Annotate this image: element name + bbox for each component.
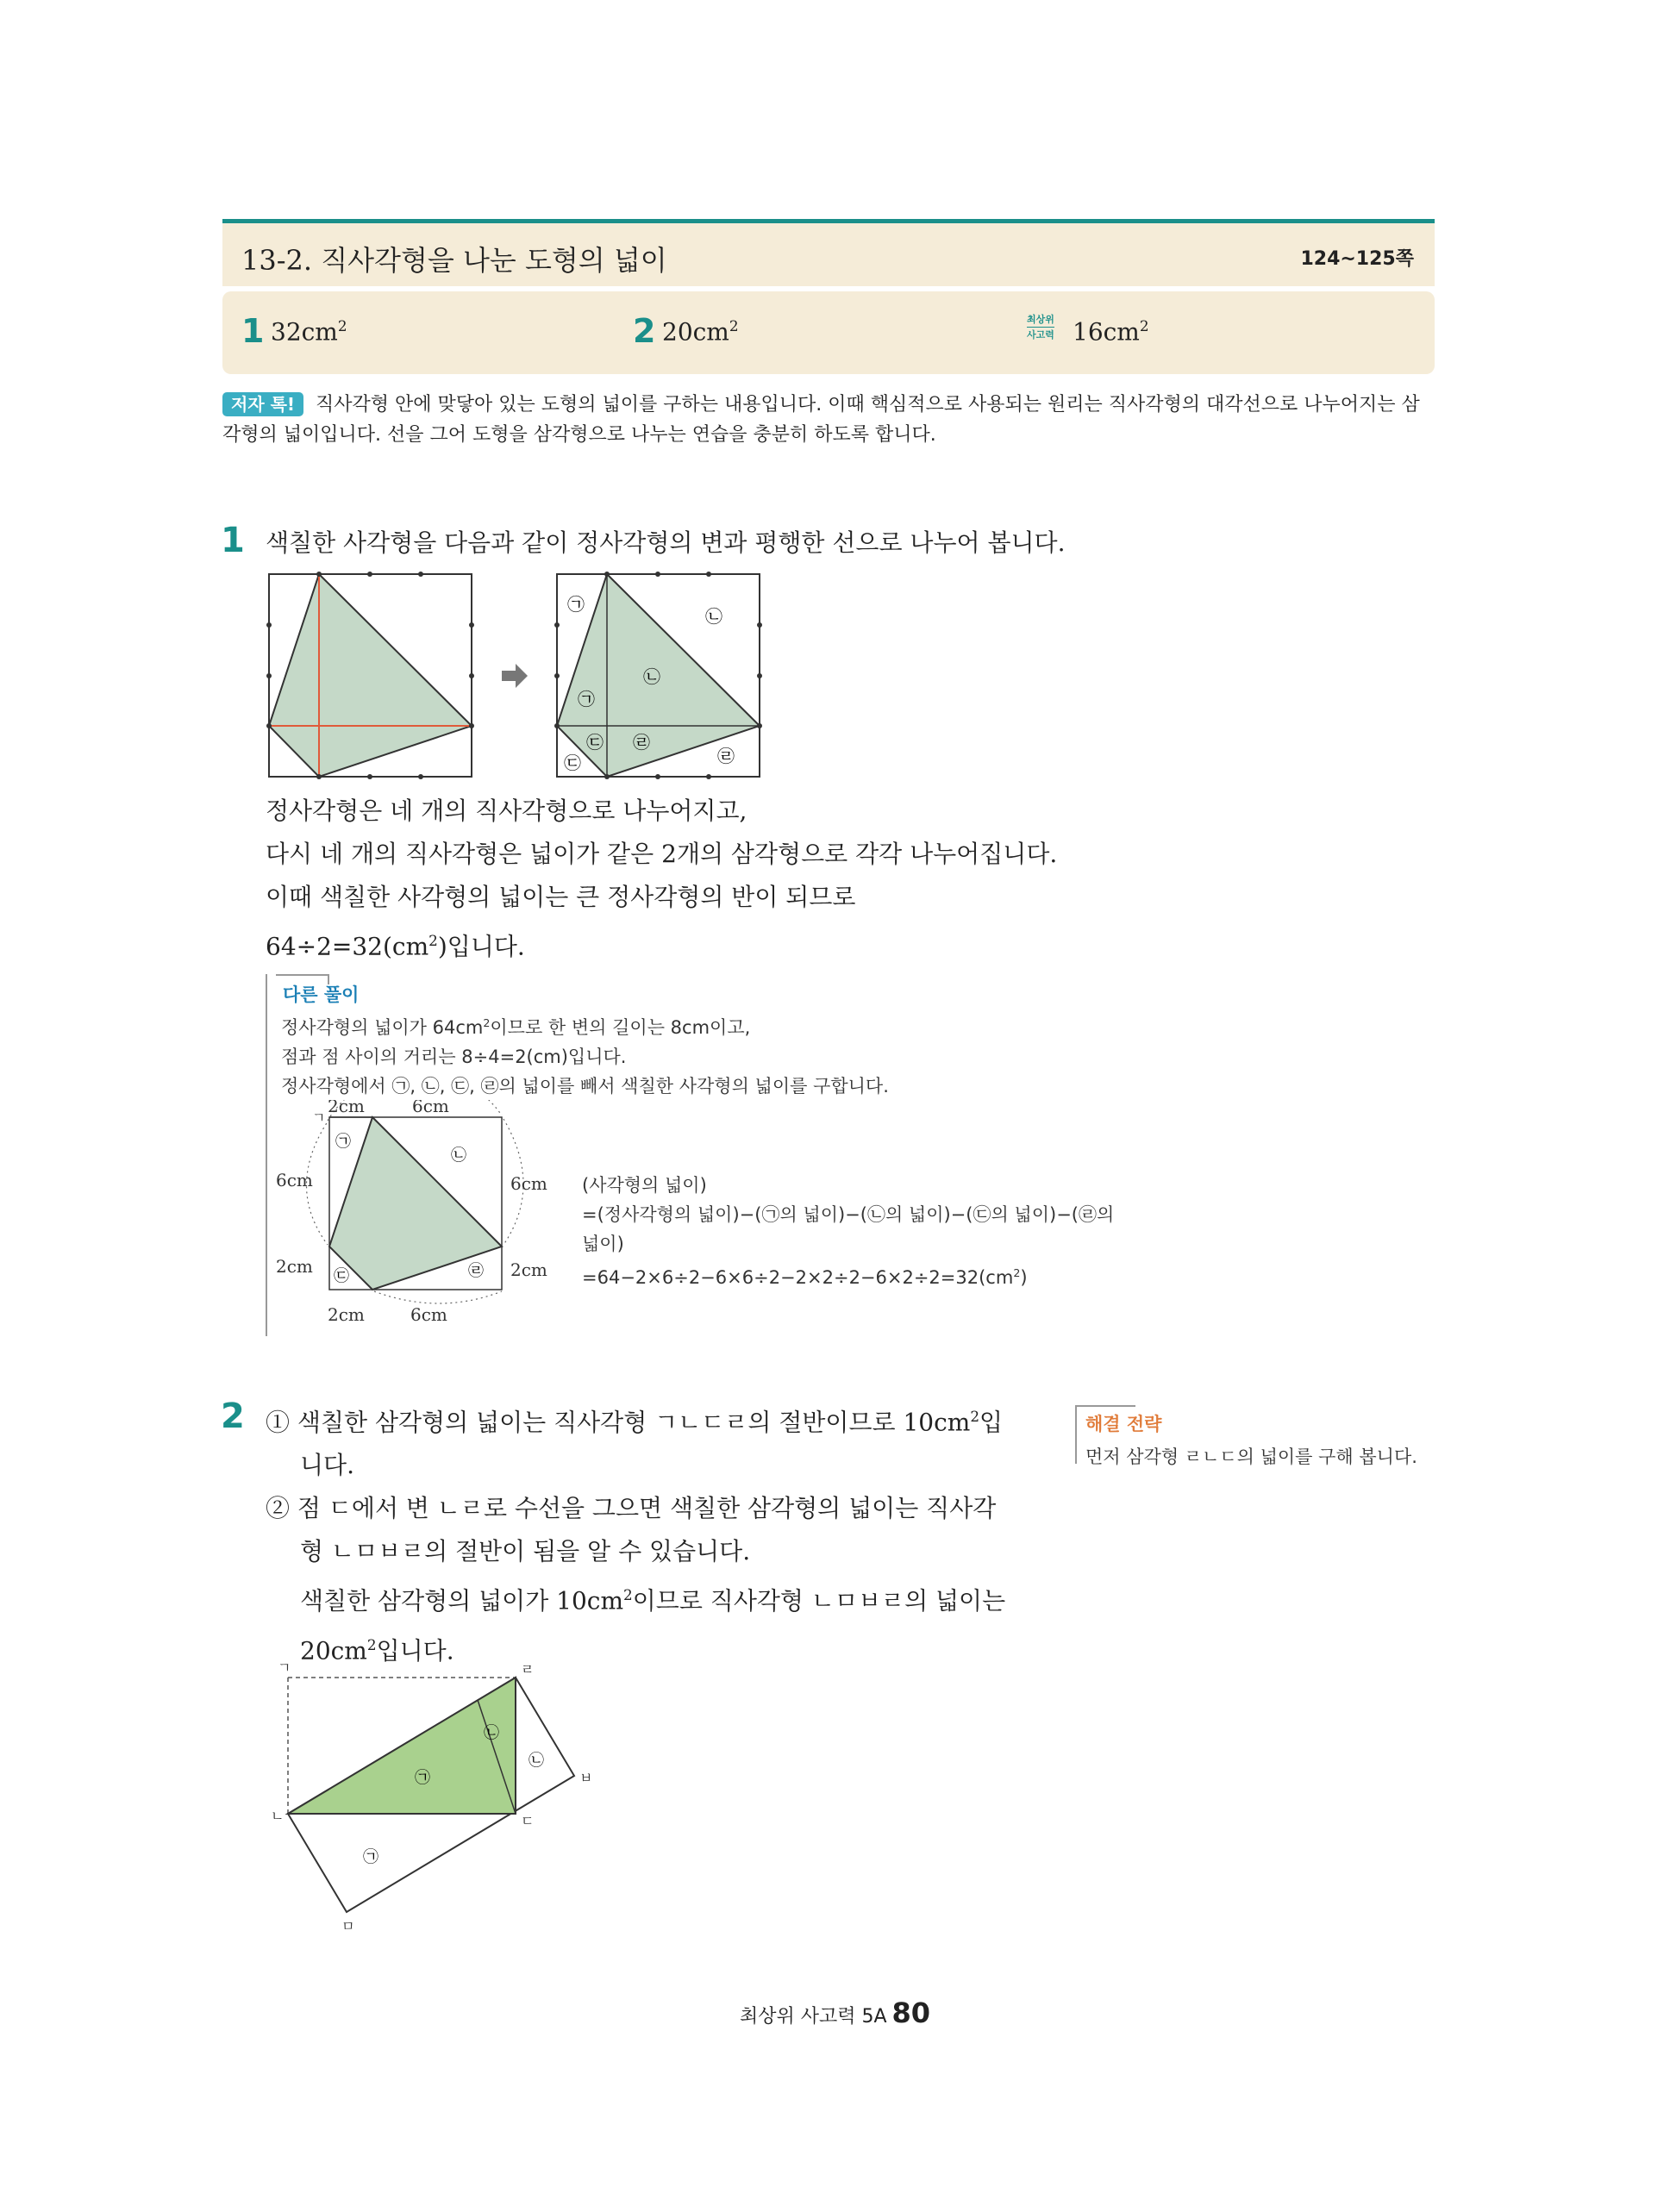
label-d-1: ㉣ — [633, 732, 650, 753]
page-range: 124~125쪽 — [1300, 248, 1414, 270]
calc-line-2: =(정사각형의 넓이)−(㉠의 넓이)−(㉡의 넓이)−(㉢의 넓이)−(㉣의 넓이) — [582, 1204, 1115, 1254]
label-d-2: ㉣ — [717, 746, 735, 766]
problem-2-figure — [259, 1655, 621, 1940]
label-b-2: ㉡ — [643, 666, 660, 687]
svg-text:ㄱ: ㄱ — [312, 1109, 326, 1126]
answer-1-value: $32cm^2$ — [271, 317, 347, 347]
answer-3-value: $16cm^2$ — [1073, 317, 1149, 347]
problem-2-number: 2 — [221, 1397, 245, 1436]
svg-text:㉠: ㉠ — [363, 1848, 378, 1866]
p2-line-5: 색칠한 삼각형의 넓이가 $10cm^2$이므로 직사각형 ㄴㅁㅂㄹ의 넓이는 — [300, 1586, 1006, 1615]
alt-solution-title: 다른 풀이 — [283, 984, 360, 1005]
advanced-badge: 최상위 사고력 — [1027, 314, 1054, 341]
problem-1-line-1: 정사각형은 네 개의 직사각형으로 나누어지고, — [266, 797, 747, 825]
page-number: 80 — [891, 1996, 931, 2029]
book-title: 최상위 사고력 5A — [739, 2006, 887, 2028]
alt-calculation — [582, 1171, 1129, 1292]
svg-text:6cm: 6cm — [276, 1170, 313, 1190]
p2-line-6: $20cm^2$입니다. — [300, 1635, 454, 1665]
p2-line-3: ② 점 ㄷ에서 변 ㄴㄹ로 수선을 그으면 색칠한 삼각형의 넓이는 직사각 — [266, 1494, 997, 1523]
alt-line-2: 점과 점 사이의 거리는 8÷4=2(cm)입니다. — [281, 1047, 627, 1067]
problem-1-number: 1 — [221, 521, 245, 560]
page-footer — [0, 1996, 1670, 2029]
svg-text:6cm: 6cm — [412, 1100, 449, 1116]
svg-text:ㄴ: ㄴ — [271, 1808, 285, 1824]
svg-text:㉡: ㉡ — [451, 1147, 466, 1165]
problem-1-line-3: 이때 색칠한 사각형의 넓이는 큰 정사각형의 반이 되므로 — [266, 883, 856, 911]
alt-line-3: 정사각형에서 ㉠, ㉡, ㉢, ㉣의 넓이를 빼서 색칠한 사각형의 넓이를 구합니다. — [281, 1076, 889, 1097]
answer-2-value: $20cm^2$ — [662, 317, 739, 347]
svg-text:㉣: ㉣ — [468, 1262, 484, 1280]
section-title: 13-2. 직사각형을 나눈 도형의 넓이 — [241, 244, 667, 277]
svg-text:6cm: 6cm — [410, 1304, 447, 1325]
problem-2-text — [266, 1395, 1024, 1672]
tip-badge: 저자 톡! — [222, 392, 303, 416]
p2-line-2: 니다. — [300, 1451, 354, 1480]
svg-text:㉡: ㉡ — [529, 1752, 544, 1770]
problem-1-result: $64\div 2=32(cm^2)$입니다. — [266, 932, 525, 961]
alt-solution — [266, 974, 1129, 1336]
problem-1-explanation — [266, 790, 1057, 968]
problem-1-line-2: 다시 네 개의 직사각형은 넓이가 같은 2개의 삼각형으로 각각 나누어집니다. — [266, 840, 1058, 868]
svg-text:㉡: ㉡ — [484, 1724, 499, 1742]
alt-solution-text — [281, 1009, 889, 1101]
shaded-quad-left — [269, 574, 472, 777]
label-a-1: ㉠ — [567, 594, 585, 615]
label-a-2: ㉠ — [578, 689, 595, 709]
svg-text:2cm: 2cm — [276, 1256, 313, 1277]
svg-text:ㄹ: ㄹ — [521, 1661, 535, 1678]
strategy-body: 먼저 삼각형 ㄹㄴㄷ의 넓이를 구해 봅니다. — [1085, 1447, 1417, 1467]
svg-text:ㄱ: ㄱ — [278, 1659, 291, 1676]
problem-1-intro: 색칠한 사각형을 다음과 같이 정사각형의 변과 평행한 선으로 나누어 봅니다. — [266, 528, 1066, 557]
svg-text:㉠: ㉠ — [415, 1769, 430, 1787]
svg-text:ㅂ: ㅂ — [579, 1770, 593, 1786]
author-tip — [222, 390, 1438, 450]
answer-1-number: 1 — [241, 312, 265, 350]
shaded-triangle — [288, 1678, 516, 1814]
section-header — [222, 219, 1435, 286]
svg-text:2cm: 2cm — [328, 1100, 365, 1116]
svg-text:㉢: ㉢ — [334, 1267, 349, 1285]
svg-text:2cm: 2cm — [510, 1259, 547, 1280]
p2-line-4: 형 ㄴㅁㅂㄹ의 절반이 됨을 알 수 있습니다. — [300, 1537, 751, 1566]
svg-text:ㅁ: ㅁ — [341, 1918, 355, 1934]
problem-1-figures — [259, 560, 776, 784]
svg-text:㉠: ㉠ — [335, 1133, 351, 1151]
svg-text:ㄷ: ㄷ — [521, 1813, 535, 1829]
calc-line-3: $=64-2\times 6\div 2-6\times 6\div 2-2\times 2\div 2-6\times 2\div 2=32(cm^2)$ — [582, 1266, 1028, 1288]
answer-2-number: 2 — [633, 312, 656, 350]
arrow-icon — [502, 664, 528, 688]
alt-solution-figure — [267, 1100, 578, 1333]
tip-text: 직사각형 안에 맞닿아 있는 도형의 넓이를 구하는 내용입니다. 이때 핵심적으로 사용되는 원리는 직사각형의 대각선으로 나누어지는 삼각형의 넓이입니다. 선을 그어 도형을 삼각형으로 나누는 연습을 충분히 하도록 합니다. — [222, 394, 1420, 447]
label-c-1: ㉢ — [564, 753, 581, 773]
p2-line-1: ① 색칠한 삼각형의 넓이는 직사각형 ㄱㄴㄷㄹ의 절반이므로 $10cm^2$입 — [266, 1408, 1004, 1437]
svg-text:2cm: 2cm — [328, 1304, 365, 1325]
label-b-1: ㉡ — [705, 606, 722, 627]
answer-bar — [222, 291, 1435, 374]
strategy-title: 해결 전략 — [1085, 1414, 1162, 1434]
svg-text:6cm: 6cm — [510, 1173, 547, 1194]
alt-line-1: 정사각형의 넓이가 $64cm^2$이므로 한 변의 길이는 8cm이고, — [281, 1016, 751, 1038]
label-c-2: ㉢ — [586, 732, 604, 753]
calc-line-1: (사각형의 넓이) — [582, 1175, 707, 1196]
